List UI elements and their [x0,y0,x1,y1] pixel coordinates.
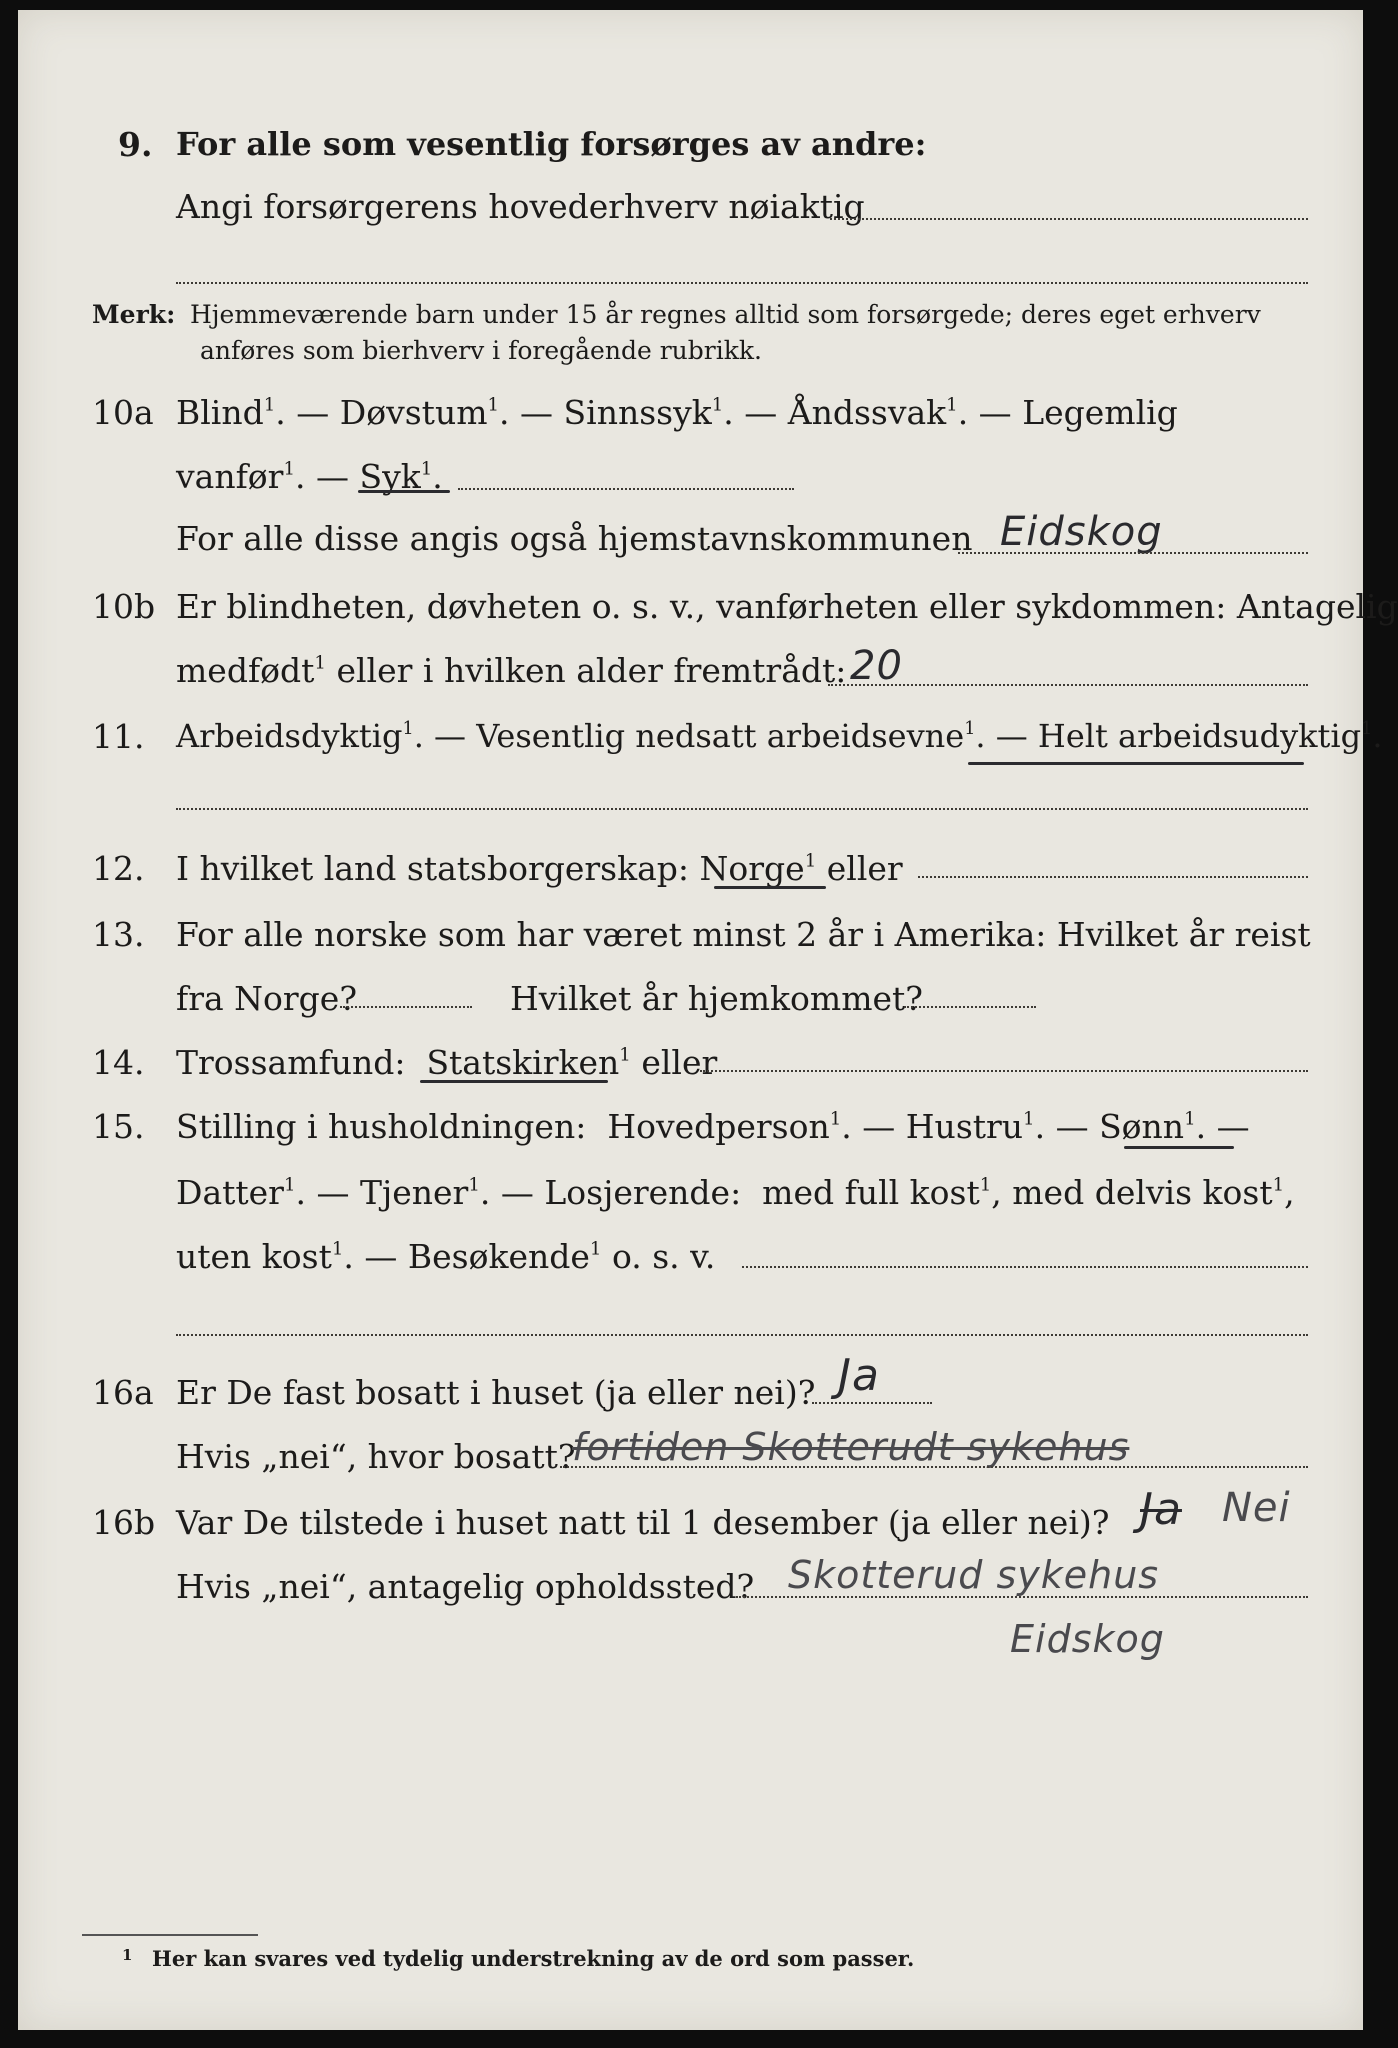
q15-answer-line[interactable] [742,1266,1308,1268]
q14-eller: eller [641,1043,718,1082]
q10a-sinnssyk: Sinnssyk [563,393,712,432]
q11-answer-line[interactable] [176,808,1308,810]
q14-label: Trossamfund: [176,1043,406,1082]
q16a-answer2: fortiden Skotterudt sykehus [572,1425,1130,1469]
q15-osv: o. s. v. [611,1237,716,1276]
q15-row1: Stilling i husholdningen: Hovedperson$^1$. — Hustru$^1$. — Sønn$^1$. — [176,1107,1250,1146]
q9-answer-line-2[interactable] [176,282,1308,284]
q11-udyktig: Helt arbeidsudyktig [1037,717,1362,755]
q16a-number: 16a [92,1373,154,1412]
q15-hustru: Hustru [905,1107,1024,1146]
q9-answer-line[interactable] [830,218,1308,220]
q15-delvis: med delvis kost [1012,1173,1273,1212]
q10a-hjemstavn: For alle disse angis også hjemstavnskommunen [176,519,973,558]
q14-row: Trossamfund: Statskirken$^1$ eller [176,1043,718,1082]
q11-number: 11. [92,717,145,756]
q11-row: Arbeidsdyktig$^1$. — Vesentlig nedsatt arbeidsevne$^1$. — Helt arbeidsudyktig$^1$. [176,717,1383,755]
q10a-row1: Blind$^1$. — Døvstum$^1$. — Sinnssyk$^1$. — Åndssvak$^1$. — Legemlig [176,393,1178,432]
q10a-answer-line[interactable] [458,488,794,490]
q16b-line2: Hvis „nei“, antagelig opholdssted? [176,1567,755,1606]
q13-reist-line[interactable] [340,1006,472,1008]
q10a-row2: vanfør$^1$. — Syk$^1$. [176,457,443,496]
q10b-medfodt: medfødt [176,651,315,690]
q16b-answer2: Skotterud sykehus [788,1553,1160,1597]
q10a-hjemstavn-answer: Eidskog [1000,509,1163,555]
q10a-vanfor: vanfør [176,457,284,496]
q14-number: 14. [92,1043,145,1082]
q10b-answer: 20 [850,643,903,689]
q13-number: 13. [92,915,145,954]
footnote-mark: 1 [122,1946,133,1964]
q15-hovedperson: Hovedperson [607,1107,830,1146]
q16a-line1: Er De fast bosatt i huset (ja eller nei)? [176,1373,816,1412]
q15-row3: uten kost$^1$. — Besøkende$^1$ o. s. v. [176,1237,716,1276]
q12-eller: eller [826,849,903,888]
merk-label: Merk: [92,300,176,329]
q10b-number: 10b [92,587,156,626]
q10b-answer-line[interactable] [828,684,1308,686]
q15-sonn-underline [1124,1146,1234,1149]
q10a-syk-underline [358,490,450,493]
q9-number: 9. [118,125,153,164]
q10a-number: 10a [92,393,154,432]
q15-losjerende: Losjerende: [544,1173,742,1212]
q16b-number: 16b [92,1503,156,1542]
q15-full: med full kost [762,1173,980,1212]
merk-line1: Hjemmeværende barn under 15 år regnes alltid som forsørgede; deres eget erhverv [190,300,1261,329]
q16b-answer2-line[interactable] [736,1596,1308,1598]
q15-besokende: Besøkende [407,1237,590,1276]
q13-fra: fra Norge? [176,979,358,1018]
q11-udyktig-underline [968,762,1304,765]
q15-number: 15. [92,1107,145,1146]
q16a-line2: Hvis „nei“, hvor bosatt? [176,1437,576,1476]
q12-text: I hvilket land statsborgerskap: [176,849,690,888]
q16a-answer2-line[interactable] [560,1466,1308,1468]
q15-tjener: Tjener [360,1173,469,1212]
q16b-answer1: Nei [1222,1485,1291,1531]
q15-label: Stilling i husholdningen: [176,1107,587,1146]
q9-line1: For alle som vesentlig forsørges av andre: [176,125,927,163]
q15-row2: Datter$^1$. — Tjener$^1$. — Losjerende: med full kost$^1$, med delvis kost$^1$, [176,1173,1295,1212]
q12-norge: Norge [699,849,805,888]
q14-answer-line[interactable] [700,1070,1308,1072]
q15-uten: uten kost [176,1237,332,1276]
q10b-line1: Er blindheten, døvheten o. s. v., vanførheten eller sykdommen: Antagelig [176,587,1398,626]
q14-statskirken: Statskirken [426,1043,620,1082]
q10a-legemlig: Legemlig [1022,393,1178,432]
merk-line2: anføres som bierhverv i foregående rubrikk. [200,336,762,365]
q10a-andssvak: Åndssvak [787,393,947,432]
q10a-blind: Blind [176,393,264,432]
q10a-syk: Syk [359,457,421,496]
q16b-answer3: Eidskog [1010,1617,1165,1661]
q15-sonn: Sønn [1099,1107,1185,1146]
q15-answer-line-2[interactable] [176,1334,1308,1336]
q12-number: 12. [92,849,145,888]
q12-norge-underline [714,886,826,889]
q11-nedsatt: Vesentlig nedsatt arbeidsevne [476,717,965,755]
q16b-line1: Var De tilstede i huset natt til 1 desember (ja eller nei)? [176,1503,1110,1542]
q11-arbeidsdyktig: Arbeidsdyktig [176,717,403,755]
q13-hjemkommet: Hvilket år hjemkommet? [510,979,923,1018]
footnote-rule [82,1934,258,1936]
q13-hjemkommet-line[interactable] [904,1006,1036,1008]
q10b-row2: medfødt$^1$ eller i hvilken alder fremtrådt: [176,651,847,690]
q16a-answer1: Ja [838,1350,880,1401]
footnote-text: Her kan svares ved tydelig understrekning av de ord som passer. [152,1946,915,1971]
q9-line2: Angi forsørgerens hovederhverv nøiaktig [176,187,865,226]
q13-line1: For alle norske som har været minst 2 år i Amerika: Hvilket år reist [176,915,1311,954]
q10a-hjemstavn-line[interactable] [958,552,1308,554]
q12-answer-line[interactable] [918,876,1308,878]
q16a-answer1-line[interactable] [812,1402,932,1404]
q15-datter: Datter [176,1173,284,1212]
q10b-rest: eller i hvilken alder fremtrådt: [336,651,847,690]
q10a-dovstum: Døvstum [339,393,488,432]
q16b-answer1-struck: Ja [1140,1484,1182,1535]
q14-statskirken-underline [420,1080,608,1083]
q12-row: I hvilket land statsborgerskap: Norge$^1$ eller [176,849,903,888]
